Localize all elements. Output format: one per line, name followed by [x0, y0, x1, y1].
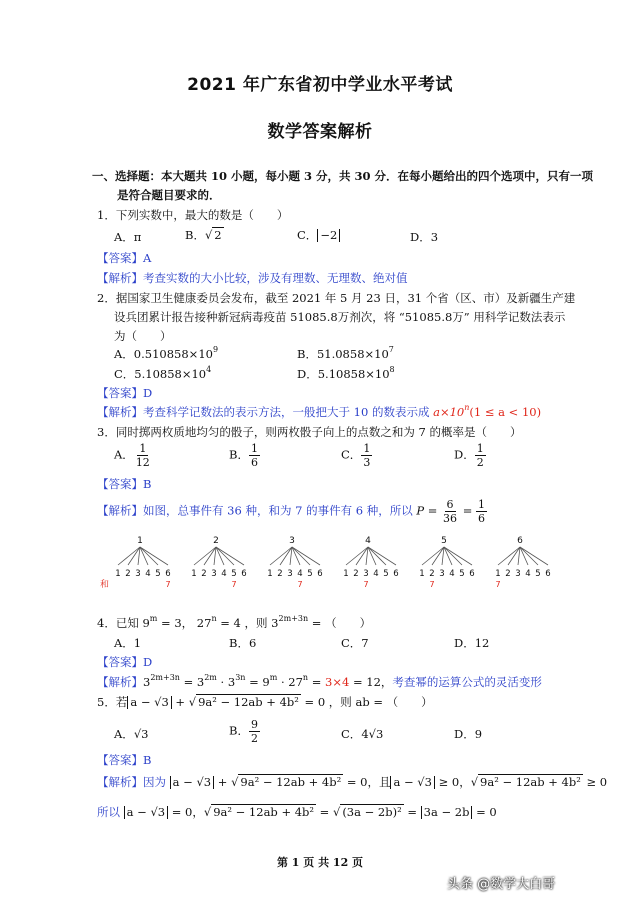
frac-num: 1: [476, 442, 484, 455]
analysis-text: 考查科学记数法的表示方法，一般把大于 10 的数表示成: [143, 405, 430, 419]
q2-option-d-base: D．5.10858×10: [297, 367, 390, 381]
tree-branch: [346, 547, 368, 565]
frac-den: 6: [250, 456, 258, 469]
q4-formula: [143, 675, 392, 689]
tree-sum-seven-label: 7: [429, 580, 435, 589]
q2-option-b-exp: 7: [388, 345, 394, 354]
q5-option-a: [114, 726, 148, 742]
q5-answer: 【答案】B: [97, 753, 152, 767]
analysis-text: 因为: [143, 775, 166, 789]
tree-leaf-label: 5: [535, 569, 541, 579]
q5-abs: a − √3: [390, 776, 434, 789]
radicand: 9a² − 12ab + 4b²: [198, 695, 299, 709]
f-exp: m: [269, 673, 278, 682]
analysis-text: 考查幂的运算公式的灵活变形: [392, 675, 542, 689]
q5-analysis-line2: [97, 804, 497, 820]
fraction: [476, 498, 487, 525]
text: = 0: [472, 805, 497, 819]
text: ≥ 0，: [434, 775, 471, 789]
tree-leaf-label: 3: [515, 569, 521, 579]
q1-option-b: [185, 227, 224, 243]
watermark: 头条 @数学大白哥: [447, 877, 556, 892]
q5-option-b: [229, 718, 260, 745]
sqrt-symbol: √ 9a² − 12ab + 4b²: [231, 775, 342, 789]
tree-leaf-label: 2: [201, 569, 207, 579]
tree-branch: [140, 547, 158, 565]
analysis-tag: 【解析】: [97, 675, 143, 689]
tree-leaf-label: 2: [125, 569, 131, 579]
q2-option-c-exp: 4: [206, 365, 212, 374]
page-subtitle: 数学答案解析: [267, 122, 373, 142]
tree-branch: [422, 547, 444, 565]
sqrt-symbol: √ 2: [204, 228, 222, 242]
f-exp: 3n: [235, 673, 246, 682]
tree-root-label: 5: [441, 536, 447, 546]
q2-option-a-exp: 9: [212, 345, 219, 354]
tree-leaf-label: 3: [439, 569, 445, 579]
f: · 27: [277, 675, 303, 689]
q5-stem-pre: 5．若: [97, 695, 128, 709]
f: · 3: [216, 675, 236, 689]
section-heading: 一、选择题：本大题共 10 小题，每小题 3 分，共 30 分．在每小题给出的四个选项中，只有一项: [92, 169, 594, 183]
q4-analysis: [97, 674, 542, 690]
text: ≥ 0: [582, 775, 608, 789]
q1-option-c-label: C．: [297, 228, 318, 242]
q2-option-b: [297, 346, 394, 362]
tree-leaf-label: 5: [383, 569, 389, 579]
tree-leaf-label: 4: [221, 569, 227, 579]
q3-option-c-label: C．: [341, 447, 362, 462]
q1-answer: 【答案】A: [97, 251, 152, 265]
q2-stem-line2: 设兵团累计报告接种新冠病毒疫苗 51085.8万剂次，将 “51085.8万” 用科学记数法表示: [114, 310, 566, 324]
q4-option-d: D．12: [454, 636, 490, 650]
tree-branch: [368, 547, 386, 565]
tree-leaf-label: 6: [241, 569, 247, 579]
q3-option-b-label: B．: [229, 447, 249, 462]
frac-den: 2: [476, 456, 484, 469]
tree-leaf-label: 1: [495, 569, 501, 579]
tree-sum-seven-label: 7: [363, 580, 369, 589]
f: 3: [143, 675, 151, 689]
page-title: 2021 年广东省初中学业水平考试: [187, 75, 453, 95]
q2-stem-line1: 2．据国家卫生健康委员会发布，截至 2021 年 5 月 23 日，31 个省（区、市）及新疆生产建: [97, 291, 576, 305]
q4-stem-mid: = 3， 27: [157, 616, 212, 630]
q5-option-c: [341, 726, 383, 742]
f-exp: n: [302, 673, 309, 682]
q4-exp: n: [211, 614, 217, 623]
tree-leaf-label: 6: [317, 569, 323, 579]
q1-option-c-value: −2: [317, 229, 340, 242]
fraction: [134, 442, 152, 469]
q5-stem-post: = 0 ，则 ab = （ ）: [300, 695, 433, 709]
f: = 3: [179, 675, 205, 689]
sqrt-symbol: √ 9a² − 12ab + 4b²: [203, 805, 315, 819]
frac-num: 1: [250, 442, 258, 455]
text: = 0，且: [343, 775, 391, 789]
tree-branch: [118, 547, 140, 565]
tree-branch: [444, 547, 462, 565]
sqrt-symbol: √ (3a − 2b)²: [332, 805, 402, 819]
q2-option-d: [297, 366, 395, 382]
q3-option-b: [229, 442, 260, 469]
q2-option-c-base: C．5.10858×10: [114, 367, 207, 381]
q3-option-a-label: A．: [114, 447, 134, 462]
fraction: [249, 442, 260, 469]
tree-leaf-label: 1: [343, 569, 349, 579]
q2-option-a: [114, 346, 218, 362]
tree-leaf-label: 6: [393, 569, 399, 579]
section-heading-cont: 是符合题目要求的．: [117, 188, 221, 202]
tree-branch: [270, 547, 292, 565]
q4-stem-mid2: = 4 ，则 3: [216, 616, 279, 630]
tree-leaf-label: 2: [429, 569, 435, 579]
tree-leaf-label: 2: [277, 569, 283, 579]
equals-sign: =: [462, 503, 473, 518]
q4-option-a: A．1: [114, 636, 142, 650]
tree-leaf-label: 5: [231, 569, 237, 579]
q4-answer: 【答案】D: [97, 655, 153, 669]
tree-leaf-label: 5: [459, 569, 465, 579]
tree-leaf-label: 1: [115, 569, 121, 579]
sqrt-symbol: √ 9a² − 12ab + 4b²: [470, 775, 581, 789]
q2-analysis: [97, 404, 541, 420]
f-exp: 2m: [204, 673, 217, 682]
tree-leaf-label: 3: [135, 569, 141, 579]
radicand: 9a² − 12ab + 4b²: [213, 805, 315, 819]
frac-num: 1: [363, 442, 371, 455]
fraction: [249, 718, 260, 745]
fraction: [441, 498, 459, 525]
q5-option-d: D．9: [454, 727, 483, 741]
q4-exp: 2m+3n: [278, 614, 309, 623]
frac-den: 36: [443, 512, 458, 525]
q5-stem: [97, 694, 433, 710]
q4-option-c: C．7: [341, 636, 369, 650]
tree-branch: [194, 547, 216, 565]
frac-den: 2: [250, 732, 258, 745]
probability-lhs: P =: [416, 503, 438, 518]
tree-leaf-label: 4: [525, 569, 531, 579]
q1-option-b-label: B．: [185, 228, 205, 242]
frac-den: 6: [478, 512, 485, 525]
tree-branch: [498, 547, 520, 565]
q4-stem-post: = （ ）: [308, 616, 372, 630]
q2-formula: [433, 405, 541, 419]
frac-num: 1: [139, 442, 147, 455]
f: =: [308, 675, 326, 689]
tree-sum-seven-label: 7: [297, 580, 303, 589]
q5-option-a-value: √3: [133, 727, 149, 741]
frac-num: 9: [250, 718, 258, 731]
page-number: 第 1 页 共 12 页: [276, 856, 364, 869]
tree-leaf-label: 3: [211, 569, 217, 579]
q4-exp: m: [149, 614, 158, 623]
q3-option-d-label: D．: [454, 447, 475, 462]
plus: +: [214, 775, 232, 789]
q1-stem: 1．下列实数中，最大的数是（ ）: [97, 208, 289, 222]
text: = 0，: [168, 805, 204, 819]
tree-leaf-label: 3: [287, 569, 293, 579]
frac-num: 1: [478, 498, 485, 511]
q2-formula-cond: (1 ≤ a < 10): [469, 405, 542, 419]
q3-option-a: [114, 442, 152, 469]
radicand: 9a² − 12ab + 4b²: [480, 775, 581, 789]
f: = 12，: [349, 675, 393, 689]
q2-option-a-base: A．0.510858×10: [114, 347, 213, 361]
tree-root-label: 2: [213, 536, 219, 546]
q1-option-b-value: 2: [214, 228, 222, 242]
frac-den: 3: [363, 456, 371, 469]
tree-leaf-label: 4: [373, 569, 379, 579]
q5-option-c-value: 4√3: [361, 727, 384, 741]
q3-option-c: [341, 442, 372, 469]
q3-option-d: [454, 442, 486, 469]
q3-answer: 【答案】B: [97, 477, 152, 491]
tree-leaf-label: 5: [307, 569, 313, 579]
q3-analysis: [97, 498, 487, 525]
fraction: [475, 442, 486, 469]
tree-leaf-label: 5: [155, 569, 161, 579]
frac-den: 12: [135, 456, 150, 469]
q1-analysis: [97, 270, 408, 286]
q2-option-d-exp: 8: [389, 365, 395, 374]
tree-leaf-label: 1: [419, 569, 425, 579]
tree-leaf-label: 4: [449, 569, 455, 579]
highlight: 3×4: [325, 675, 350, 689]
tree-branch: [292, 547, 310, 565]
q5-option-b-label: B．: [229, 723, 249, 738]
q2-option-b-base: B．51.0858×10: [297, 347, 389, 361]
analysis-text: 考查实数的大小比较，涉及有理数、无理数、绝对值: [143, 271, 408, 285]
radicand: (3a − 2b)²: [342, 805, 402, 819]
q2-formula-base: a×10: [433, 405, 465, 419]
q5-abs: 3a − 2b: [421, 806, 473, 819]
tree-diagram: [100, 535, 570, 590]
tree-leaf-label: 4: [297, 569, 303, 579]
q4-option-b: B．6: [229, 636, 257, 650]
q1-option-d: D．3: [410, 230, 439, 244]
q5-abs: a − √3: [170, 776, 214, 789]
tree-root-label: 1: [137, 536, 143, 546]
tree-leaf-label: 1: [191, 569, 197, 579]
q5-option-a-label: A．: [114, 727, 134, 741]
tree-leaf-label: 6: [545, 569, 551, 579]
q2-formula-exp: n: [464, 403, 470, 412]
q1-option-c: [297, 227, 340, 243]
tree-sum-label: 和: [100, 580, 110, 590]
tree-leaf-label: 1: [267, 569, 273, 579]
tree-root-label: 4: [365, 536, 371, 546]
analysis-text: 如图，总事件有 36 种，和为 7 的事件有 6 种，所以: [143, 503, 413, 518]
q2-stem-line3: 为（ ）: [114, 329, 172, 343]
tree-leaf-label: 3: [363, 569, 369, 579]
q5-abs: a − √3: [127, 696, 171, 709]
analysis-tag: 【解析】: [97, 775, 143, 789]
tree-branch: [216, 547, 234, 565]
radicand: 9a² − 12ab + 4b²: [240, 775, 342, 789]
q3-stem: 3．同时掷两枚质地均匀的骰子，则两枚骰子向上的点数之和为 7 的概率是（ ）: [97, 425, 522, 439]
q2-option-c: [114, 366, 211, 382]
frac-num: 6: [446, 498, 454, 511]
tree-leaf-label: 2: [353, 569, 359, 579]
sqrt-symbol: √ 9a² − 12ab + 4b²: [188, 695, 299, 709]
tree-leaf-label: 2: [505, 569, 511, 579]
tree-sum-seven-label: 7: [165, 580, 171, 589]
tree-leaf-label: 4: [145, 569, 151, 579]
f: = 9: [245, 675, 270, 689]
tree-sum-seven-label: 7: [495, 580, 501, 589]
text: =: [316, 805, 333, 819]
q5-option-c-label: C．: [341, 727, 362, 741]
analysis-text: 所以: [97, 805, 120, 819]
fraction: [361, 442, 372, 469]
q5-abs: a − √3: [124, 806, 168, 819]
q1-option-a: A．π: [114, 230, 142, 244]
f-exp: 2m+3n: [150, 673, 180, 682]
tree-root-label: 3: [289, 536, 295, 546]
q2-answer: 【答案】D: [97, 386, 153, 400]
q4-stem: [97, 615, 371, 631]
tree-leaf-label: 6: [469, 569, 475, 579]
text: =: [403, 805, 421, 819]
tree-branch: [520, 547, 538, 565]
plus: +: [171, 695, 189, 709]
tree-root-label: 6: [517, 536, 523, 546]
analysis-tag: 【解析】: [97, 405, 143, 419]
tree-sum-seven-label: 7: [231, 580, 237, 589]
q5-analysis-line1: [97, 774, 607, 790]
q4-stem-pre: 4．已知 9: [97, 616, 150, 630]
analysis-tag: 【解析】: [97, 503, 143, 518]
analysis-tag: 【解析】: [97, 271, 143, 285]
tree-leaf-label: 6: [165, 569, 171, 579]
